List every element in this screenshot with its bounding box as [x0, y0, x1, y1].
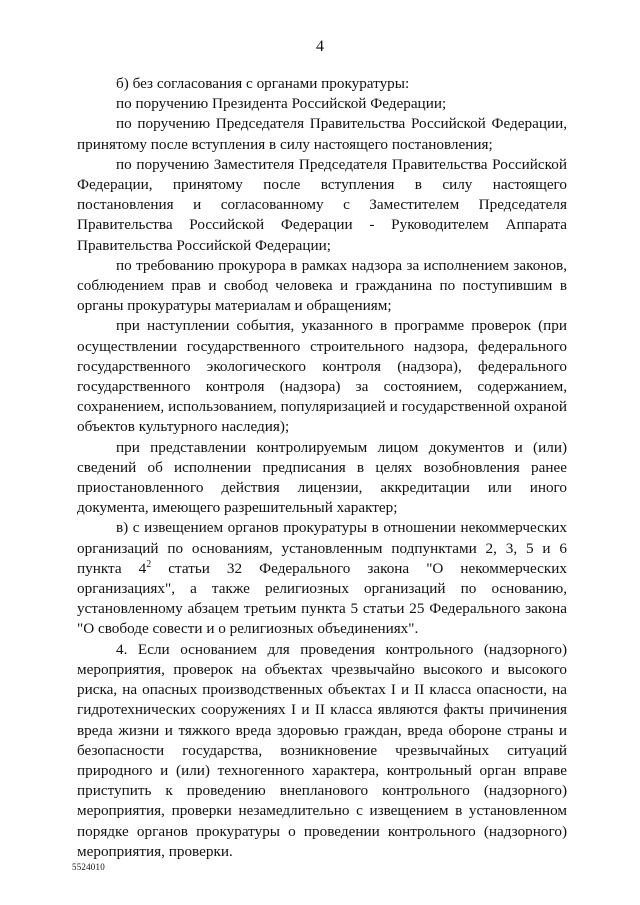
superscript: 2 [146, 558, 152, 570]
page-number: 4 [316, 38, 324, 55]
paragraph: при представлении контролируемым лицом документов и (или) сведений об исполнении предписания в целях возобновления ранее приостановленного действия лицензии, аккредитации или иного документа, имеющего разрешительный характер; [77, 438, 567, 517]
paragraph: по поручению Заместителя Председателя Правительства Российской Федерации, принятому после вступления в силу настоящего постановления и согласованному с Заместителем Председателя Правительства Российской Федерации - Руководителем Аппарата Правительства Российской Федерации; [77, 155, 567, 254]
paragraph-text: статьи 32 Федерального закона "О некоммерческих организациях", а также религиозных организаций по основанию, установленному абзацем третьим пункта 5 статьи 25 Федерального закона "О свободе совести и о религиозных объединениях". [77, 559, 567, 638]
paragraph: по поручению Председателя Правительства Российской Федерации, принятому после вступления в силу настоящего постановления; [77, 115, 567, 153]
paragraph: по поручению Президента Российской Федерации; [116, 95, 447, 113]
paragraph: по требованию прокурора в рамках надзора за исполнением законов, соблюдением прав и свобод человека и гражданина по поступившим в органы прокуратуры материалам и обращениям; [77, 256, 567, 315]
document-code: 5524010 [72, 862, 105, 872]
paragraph: при наступлении события, указанного в программе проверок (при осуществлении государственного строительного надзора, федерального государственного экологического контроля (надзора), федерального государственного контроля (надзора) за состоянием, содержанием, сохранением, использованием, популяризацией и государственной охраной объектов культурного наследия); [77, 317, 567, 436]
document-body [77, 74, 567, 862]
paragraph: б) без согласования с органами прокуратуры: [116, 75, 410, 92]
paragraph-text: в) с извещением органов прокуратуры в отношении некоммерческих организаций по основаниям, установленным подпунктами 2, 3, 5 и 6 пункта 4 [77, 519, 567, 577]
paragraph [77, 518, 567, 639]
paragraph: 4. Если основанием для проведения контрольного (надзорного) мероприятия, проверок на объектах чрезвычайно высокого и высокого риска, на опасных производственных объектах I и II класса опасности, на гидротехнических сооружениях I и II класса являются факты причинения вреда жизни и тяжкого вреда здоровью граждан, вреда обороне страны и безопасности государства, возникновение чрезвычайных ситуаций природного и (или) техногенного характера, контрольный орган вправе приступить к проведению внепланового контрольного (надзорного) мероприятия, проверки незамедлительно с извещением в установленном порядке органов прокуратуры о проведении контрольного (надзорного) мероприятия, проверки. [77, 640, 567, 860]
